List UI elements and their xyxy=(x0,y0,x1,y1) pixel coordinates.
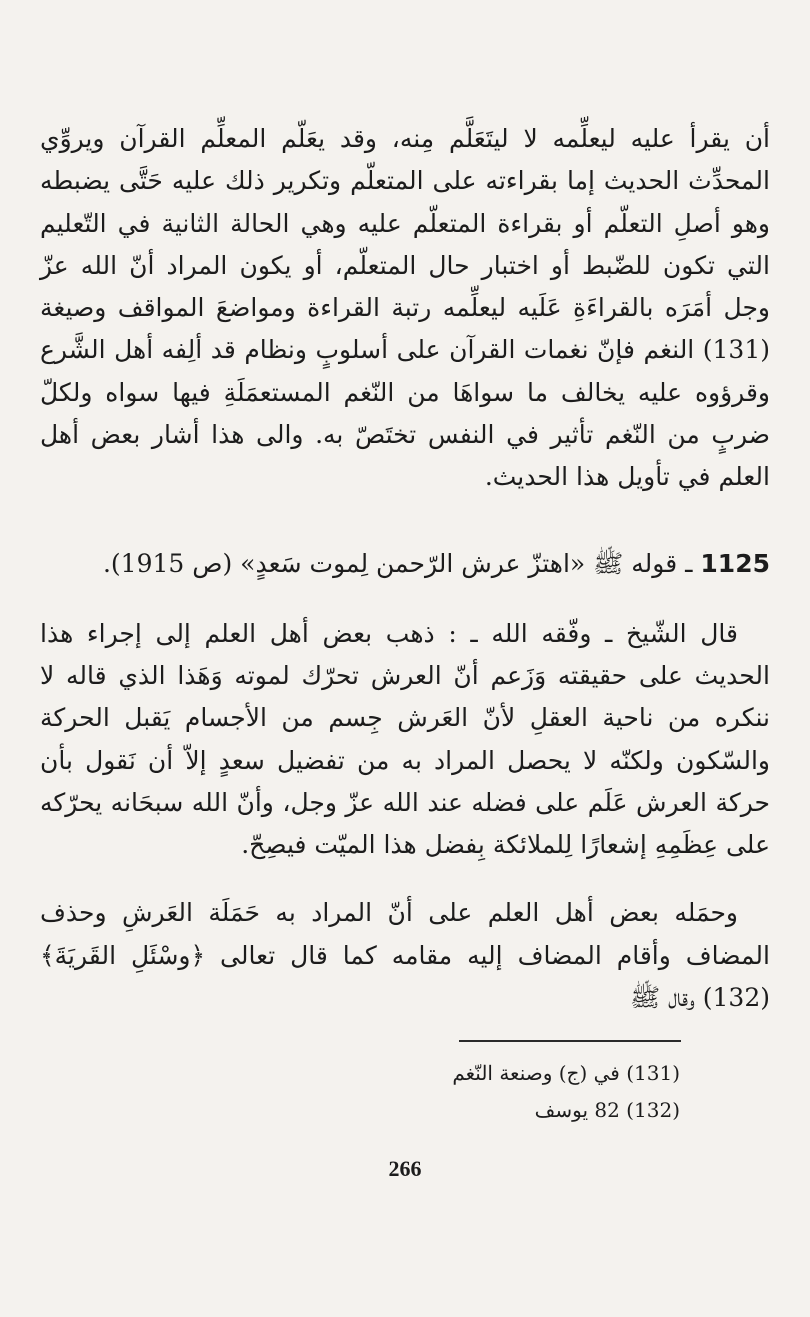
heading-number: 1125 xyxy=(700,548,770,578)
footnote-132: (132) 82 يوسف xyxy=(534,1098,680,1122)
heading-text: ـ قوله ﷺ «اهتزّ عرش الرّحمن لِموت سَعدٍ» (ص 1915). xyxy=(102,548,693,578)
footnote-131: (131) في (ج) وصنعة النّغم xyxy=(452,1061,680,1085)
paragraph-1: أن يقرأ عليه ليعلِّمه لا ليتَعَلَّم مِنه، وقد يعَلّم المعلِّم القرآن ويروِّي المحدِّث الحديث إما بقراءته على المتعلّم وتكرير ذلك عليه حَتَّى يضبطه وهو أصلِ التعلّم أو بقراءة المتعلّم عليه وهي الحالة الثانية في التّعليم التي تكون للضّبط أو اختبار حال المتعلّم، أو يكون المراد أنّ الله عزّ وجل أمَرَه بالقراءَةِ عَلَيه ليعلِّمه رتبة القراءة ومواضعَ المواقف وصيغة (131) النغم فإنّ نغمات القرآن على أسلوبٍ ونظام قد ألِفه أهل الشَّرع وقرؤوه عليه يخالف ما سواهَا من النّغم المستعمَلَةِ فيها سواه ولكلّ ضربٍ من النّغم تأثير في النفس تختَصّ به. والى هذا أشار بعض أهل العلم في تأويل هذا الحديث. xyxy=(40,124,770,492)
footnote-divider xyxy=(459,1040,681,1042)
page-body xyxy=(40,118,770,1019)
section-heading xyxy=(40,543,770,585)
paragraph-3: وحمَله بعض أهل العلم على أنّ المراد به حَمَلَة العَرشِ وحذف المضاف وأقام المضاف إليه مقامه كما قال تعالى ﴿وسْئَلِ القَريَةَ﴾ (132) وقال ﷺ xyxy=(40,898,770,1013)
footnotes xyxy=(330,1055,680,1129)
page-number: 266 xyxy=(388,1156,422,1181)
paragraph-2: قال الشّيخ ـ وفّقه الله ـ : ذهب بعض أهل العلم إلى إجراء هذا الحديث على حقيقته وَزَعم أنّ العرش تحرّك لموته وَهَذا الذي قاله لا ننكره من ناحية العقلِ لأنّ العَرش جِسم من الأجسام يَقبل الحركة والسّكون ولكنّه لا يحصل المراد به من تفضيل سعدٍ إلاّ أن نَقول بأن حركة العرش عَلَم على فضله عند الله عزّ وجل، وأنّ الله سبحَانه يحرّكه على عِظَمِهِ إشعارًا لِلملائكة بِفضل هذا الميّت فيصِحّ. xyxy=(40,618,770,860)
